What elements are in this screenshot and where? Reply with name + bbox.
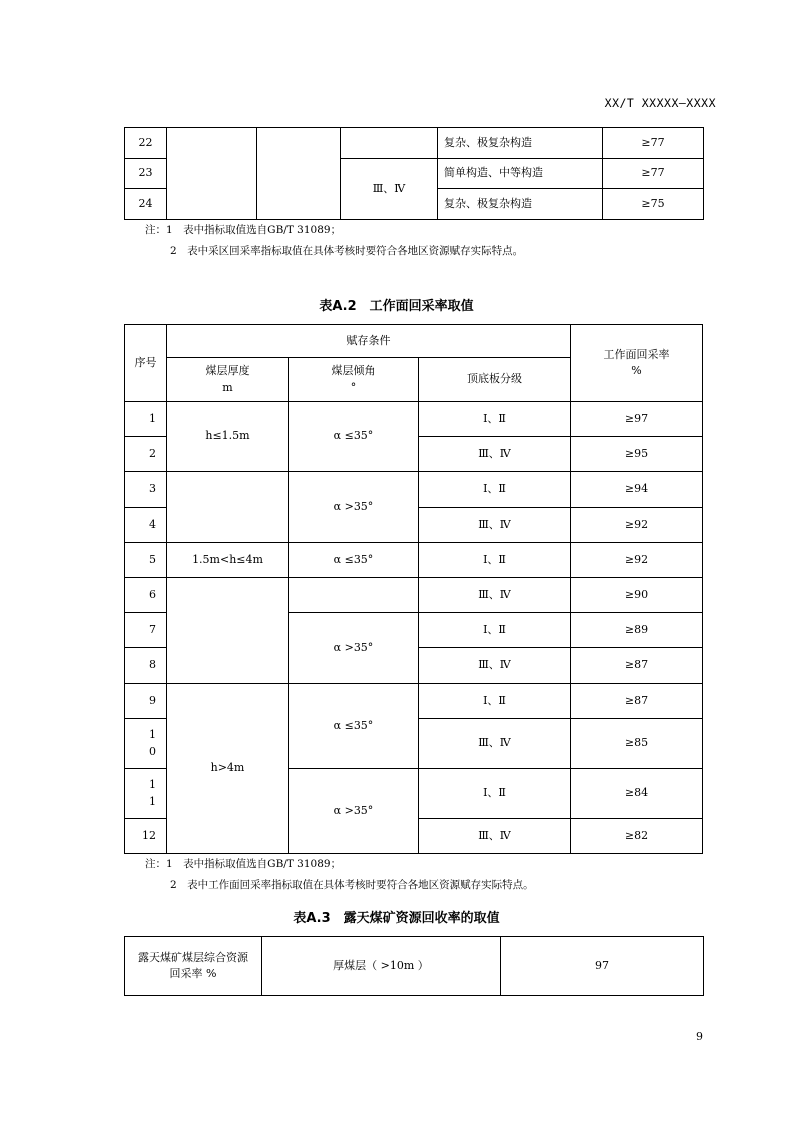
roof-cell: Ⅰ、Ⅱ — [419, 613, 571, 648]
seq-cell: 2 — [125, 437, 167, 472]
label-line: 露天煤矿煤层综合资源 — [138, 950, 248, 964]
angle-cell: α ≤35° — [289, 543, 419, 578]
page-number: 9 — [696, 1030, 703, 1043]
value-cell: ≥87 — [571, 684, 703, 719]
empty-cell — [167, 128, 257, 220]
value-cell: ≥87 — [571, 648, 703, 684]
table2-caption: 表A.2 工作面回采率取值 — [319, 299, 474, 314]
seq-cell: 24 — [125, 189, 167, 220]
table3-caption: 表A.3 露天煤矿资源回收率的取值 — [293, 911, 500, 926]
header-rate-unit: % — [631, 364, 642, 377]
header-angle — [289, 358, 419, 402]
value-cell: ≥94 — [571, 472, 703, 508]
seq-cell: 9 — [125, 684, 167, 719]
angle-cell: α >35° — [289, 613, 419, 684]
seq-digit: 0 — [149, 744, 156, 758]
table-a2 — [124, 324, 703, 854]
value-cell: ≥97 — [571, 402, 703, 437]
seq-cell: 6 — [125, 578, 167, 613]
table-row — [125, 684, 703, 719]
value-cell: ≥95 — [571, 437, 703, 472]
seq-cell: 12 — [125, 819, 167, 854]
seq-cell: 1 — [125, 402, 167, 437]
table1-note-1: 注：1 表中指标取值选自GB/T 31089； — [145, 224, 342, 236]
angle-cell: α >35° — [289, 472, 419, 543]
table-row — [125, 937, 704, 996]
roof-cell: Ⅲ、Ⅳ — [419, 819, 571, 854]
seq-cell: 8 — [125, 648, 167, 684]
header-rate-label: 工作面回采率 — [603, 347, 670, 361]
roof-cell: Ⅲ、Ⅳ — [419, 437, 571, 472]
seq-cell: 3 — [125, 472, 167, 508]
value-cell: ≥75 — [603, 189, 704, 220]
seq-cell — [125, 769, 167, 819]
seq-cell: 23 — [125, 159, 167, 189]
angle-cell — [289, 578, 419, 613]
roof-cell: Ⅲ、Ⅳ — [419, 648, 571, 684]
roof-cell — [341, 128, 438, 159]
seq-cell — [125, 719, 167, 769]
table1-note-2: 2 表中采区回采率指标取值在具体考核时要符合各地区资源赋存实际特点。 — [170, 245, 524, 257]
seq-digit: 1 — [149, 778, 156, 791]
thickness-cell: 厚煤层（ >10m ） — [262, 937, 501, 996]
value-cell: ≥92 — [571, 543, 703, 578]
angle-cell: α ≤35° — [289, 402, 419, 472]
header-roof: 顶底板分级 — [419, 358, 571, 402]
value-cell: ≥92 — [571, 508, 703, 543]
angle-cell: α >35° — [289, 769, 419, 854]
roof-cell: Ⅲ、Ⅳ — [341, 159, 438, 220]
seq-cell: 4 — [125, 508, 167, 543]
seq-digit: 1 — [149, 728, 156, 741]
thickness-cell: 1.5m<h≤4m — [167, 543, 289, 578]
table-row — [125, 543, 703, 578]
table-row — [125, 402, 703, 437]
table-row — [125, 472, 703, 508]
seq-cell: 22 — [125, 128, 167, 159]
structure-cell: 简单构造、中等构造 — [438, 159, 603, 189]
value-cell: ≥77 — [603, 128, 704, 159]
thickness-cell — [167, 578, 289, 684]
thickness-cell: h≤1.5m — [167, 402, 289, 472]
value-cell: ≥89 — [571, 613, 703, 648]
value-cell: ≥85 — [571, 719, 703, 769]
roof-cell: Ⅰ、Ⅱ — [419, 402, 571, 437]
header-condition: 赋存条件 — [167, 325, 571, 358]
value-cell: 97 — [501, 937, 704, 996]
roof-cell: Ⅲ、Ⅳ — [419, 508, 571, 543]
table2-note-1: 注：1 表中指标取值选自GB/T 31089； — [145, 858, 342, 870]
value-cell: ≥77 — [603, 159, 704, 189]
header-rate — [571, 325, 703, 402]
seq-digit: 1 — [149, 794, 156, 808]
thickness-cell — [167, 472, 289, 543]
value-cell: ≥82 — [571, 819, 703, 854]
table-row — [125, 578, 703, 613]
header-thickness-label: 煤层厚度 — [205, 364, 250, 377]
roof-cell: Ⅰ、Ⅱ — [419, 769, 571, 819]
header-thickness — [167, 358, 289, 402]
empty-cell — [257, 128, 341, 220]
seq-cell: 5 — [125, 543, 167, 578]
header-seq: 序号 — [125, 325, 167, 402]
roof-cell: Ⅲ、Ⅳ — [419, 578, 571, 613]
label-cell — [125, 937, 262, 996]
label-line: 回采率 % — [169, 967, 217, 980]
table-a3 — [124, 936, 704, 996]
table-row — [125, 128, 704, 159]
document-code: XX/T XXXXX—XXXX — [604, 96, 716, 110]
header-angle-label: 煤层倾角 — [331, 364, 376, 377]
value-cell: ≥84 — [571, 769, 703, 819]
header-thickness-unit: m — [222, 380, 233, 394]
angle-cell: α ≤35° — [289, 684, 419, 769]
structure-cell: 复杂、极复杂构造 — [438, 128, 603, 159]
thickness-cell: h>4m — [167, 684, 289, 854]
roof-cell: Ⅰ、Ⅱ — [419, 543, 571, 578]
structure-cell: 复杂、极复杂构造 — [438, 189, 603, 220]
value-cell: ≥90 — [571, 578, 703, 613]
header-row — [125, 325, 703, 358]
roof-cell: Ⅰ、Ⅱ — [419, 684, 571, 719]
table-a1-continued — [124, 127, 704, 220]
roof-cell: Ⅲ、Ⅳ — [419, 719, 571, 769]
seq-cell: 7 — [125, 613, 167, 648]
table2-note-2: 2 表中工作面回采率指标取值在具体考核时要符合各地区资源赋存实际特点。 — [170, 879, 534, 891]
roof-cell: Ⅰ、Ⅱ — [419, 472, 571, 508]
header-angle-unit: ° — [350, 380, 357, 394]
